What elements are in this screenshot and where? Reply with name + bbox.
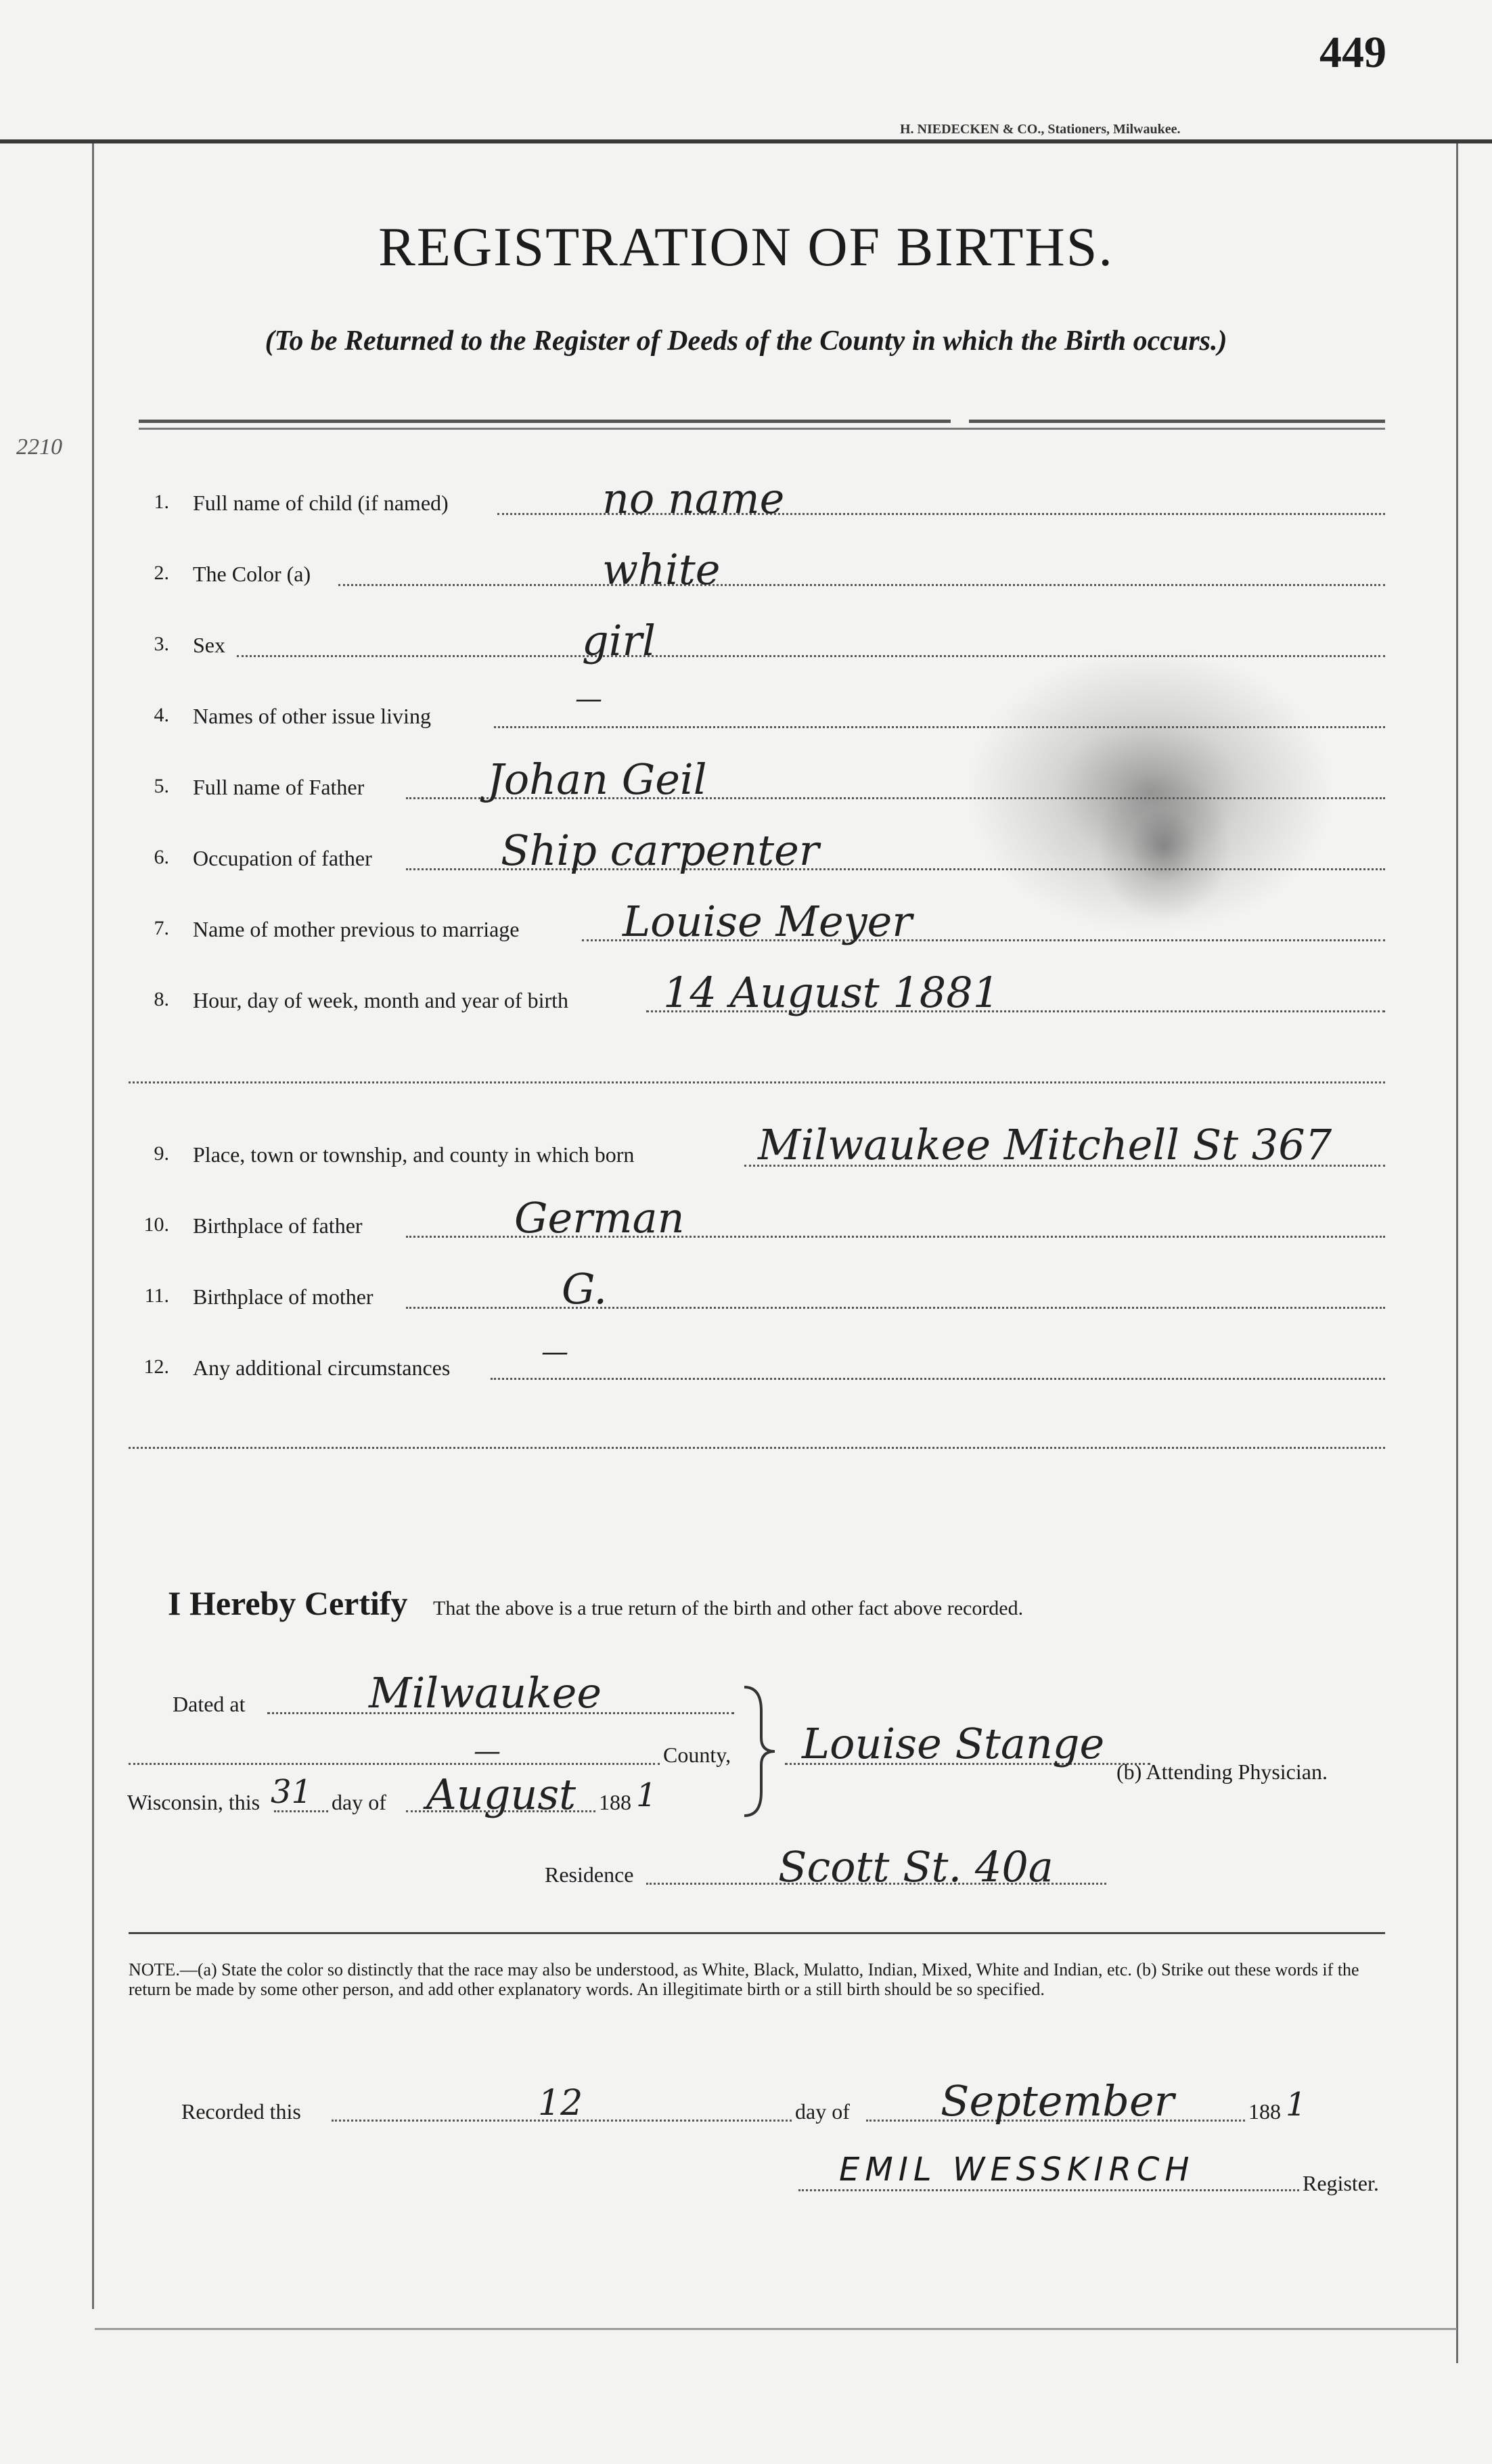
- field-number: 4.: [154, 704, 169, 726]
- field-line: [494, 726, 1385, 728]
- field-number: 5.: [154, 775, 169, 797]
- dated-at-value: Milwaukee: [369, 1668, 602, 1718]
- field-line: [129, 1763, 660, 1765]
- certify-year-prefix: 188: [599, 1790, 631, 1814]
- certify-heading: I Hereby Certify: [168, 1584, 408, 1622]
- day-of-label: day of: [332, 1790, 386, 1814]
- sex-value: girl: [582, 616, 656, 665]
- margin-number: 2210: [16, 434, 62, 460]
- birth-date-value: 14 August 1881: [663, 968, 1000, 1017]
- top-rule: [0, 139, 1492, 143]
- recorded-year-prefix: 188: [1248, 2099, 1281, 2124]
- recorded-label: Recorded this: [181, 2099, 301, 2124]
- residence-label: Residence: [545, 1862, 634, 1887]
- certify-day-value: 31: [271, 1773, 313, 1811]
- birth-place-value: Milwaukee Mitchell St 367: [758, 1120, 1332, 1169]
- register-label: Register.: [1303, 2171, 1379, 2195]
- certify-year-value: 1: [636, 1776, 657, 1814]
- dated-at-label: Dated at: [173, 1692, 246, 1716]
- page-number: 449: [1319, 28, 1386, 77]
- county-value: —: [474, 1736, 501, 1767]
- certify-text: That the above is a true return of the birth and other fact above recorded.: [433, 1597, 1024, 1619]
- left-border: [92, 143, 94, 2309]
- recorded-month-value: September: [941, 2076, 1175, 2126]
- field-label-additional-circumstances: Any additional circumstances: [193, 1356, 451, 1380]
- field-label-mother-name: Name of mother previous to marriage: [193, 917, 520, 941]
- field-label-birth-date: Hour, day of week, month and year of birth: [193, 988, 568, 1012]
- header-rule-left: [139, 420, 951, 423]
- header-rule-thin: [139, 428, 1385, 430]
- residence-value: Scott St. 40a: [778, 1842, 1054, 1891]
- father-name-value: Johan Geil: [487, 755, 707, 804]
- field-number: 8.: [154, 988, 169, 1010]
- field-line: [406, 1307, 1385, 1309]
- physician-name-value: Louise Stange: [802, 1719, 1105, 1768]
- field-number: 10.: [143, 1213, 169, 1236]
- field-label-birth-place: Place, town or township, and county in which born: [193, 1142, 635, 1167]
- note-divider: [129, 1932, 1385, 1934]
- field-label-mother-birthplace: Birthplace of mother: [193, 1284, 374, 1309]
- page-subtitle: (To be Returned to the Register of Deeds of the County in which the Birth occurs.): [265, 326, 1227, 357]
- recorded-year-value: 1: [1286, 2086, 1307, 2124]
- field-line: [798, 2189, 1299, 2191]
- additional-circumstances-value: —: [541, 1337, 568, 1368]
- field-number: 12.: [143, 1356, 169, 1378]
- other-issue-value: —: [575, 684, 602, 715]
- section-divider: [129, 1081, 1385, 1083]
- field-number: 3.: [154, 633, 169, 655]
- page-title: REGISTRATION OF BIRTHS.: [378, 216, 1114, 277]
- field-line: [491, 1378, 1385, 1380]
- register-signature: EMIL WESSKIRCH: [839, 2151, 1195, 2189]
- footnote: NOTE.—(a) State the color so distinctly that the race may also be understood, as White, Black, Mulatto, Indian, Mixed, White and Indian, etc. (b) Strike out these words if the return be made by some other person, and add other explanatory words. An illegitimate birth or a still birth should be so specified.: [129, 1960, 1359, 1999]
- field-label-father-name: Full name of Father: [193, 775, 365, 799]
- field-line: [237, 655, 1385, 657]
- field-label-color: The Color (a): [193, 562, 311, 586]
- wisconsin-label: Wisconsin, this: [127, 1790, 261, 1814]
- recorded-day-value: 12: [538, 2083, 583, 2124]
- mother-name-value: Louise Meyer: [623, 897, 913, 946]
- field-number: 2.: [154, 562, 169, 584]
- stationer-imprint: H. NIEDECKEN & CO., Stationers, Milwaukee.: [900, 122, 1181, 137]
- father-birthplace-value: German: [514, 1193, 685, 1242]
- occupation-value: Ship carpenter: [501, 826, 819, 875]
- county-label: County,: [663, 1743, 731, 1767]
- field-number: 1.: [154, 491, 169, 513]
- field-label-father-birthplace: Birthplace of father: [193, 1213, 363, 1238]
- field-line: [338, 584, 1385, 586]
- field-number: 7.: [154, 917, 169, 939]
- certify-month-value: August: [426, 1770, 577, 1819]
- header-rule-right: [969, 420, 1385, 423]
- brace-icon: [738, 1684, 778, 1819]
- color-value: white: [602, 545, 721, 594]
- field-label-occupation: Occupation of father: [193, 846, 372, 870]
- ink-smudge: [1096, 771, 1231, 920]
- field-label-sex: Sex: [193, 633, 225, 657]
- section-divider: [129, 1447, 1385, 1449]
- child-name-value: no name: [602, 474, 785, 523]
- bottom-rule: [95, 2328, 1457, 2330]
- field-number: 11.: [144, 1284, 169, 1307]
- right-border: [1456, 143, 1458, 2363]
- field-number: 9.: [154, 1142, 169, 1165]
- field-label-child-name: Full name of child (if named): [193, 491, 449, 515]
- recorded-day-of-label: day of: [795, 2099, 850, 2124]
- field-number: 6.: [154, 846, 169, 868]
- mother-birthplace-value: G.: [562, 1264, 608, 1314]
- field-label-other-issue: Names of other issue living: [193, 704, 431, 728]
- physician-label: (b) Attending Physician.: [1116, 1760, 1328, 1784]
